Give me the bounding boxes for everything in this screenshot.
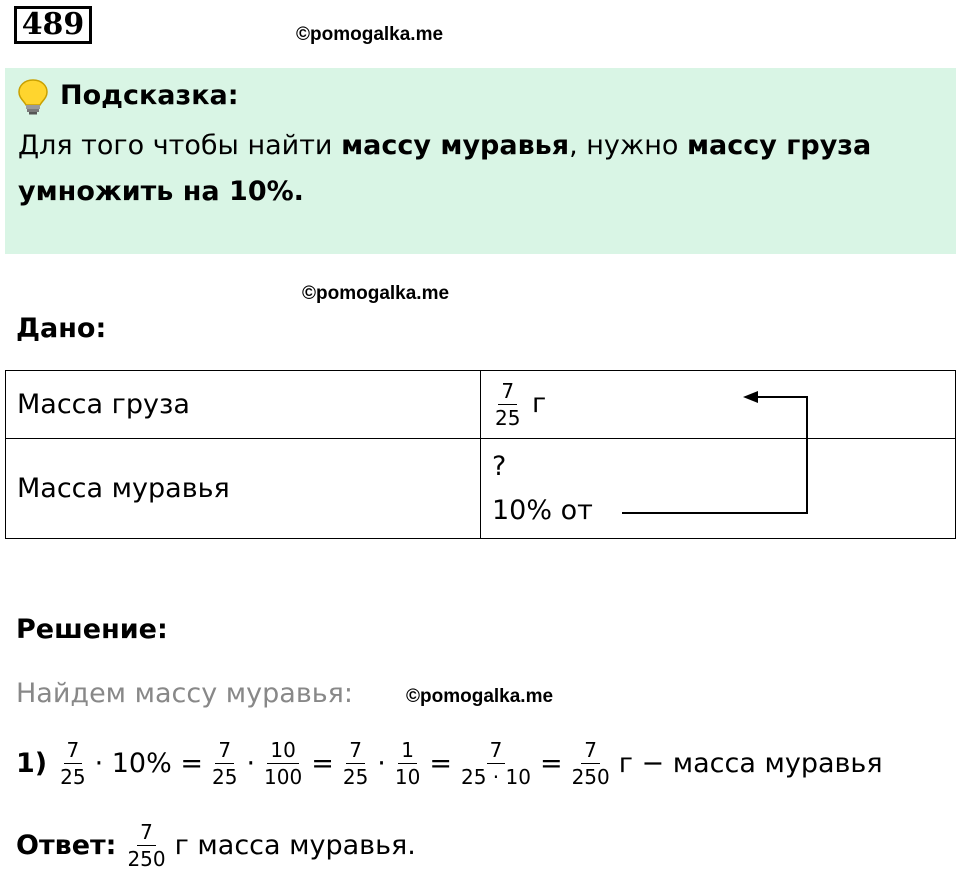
fraction: $\frac{7}{250}$ <box>571 738 610 789</box>
fraction: $\frac{7}{250}$ <box>127 820 166 871</box>
operator: · 10% = <box>94 748 203 779</box>
answer-line <box>16 822 422 869</box>
relation-label: 10% от <box>492 494 593 526</box>
fraction: $\frac{10}{100}$ <box>264 738 303 789</box>
operator: = <box>311 748 334 779</box>
operator: = <box>429 748 452 779</box>
watermark: ©pomogalka.me <box>296 24 444 45</box>
solution-heading: Решение: <box>16 614 168 645</box>
relation-arrow-icon <box>600 385 820 525</box>
unit-label: г <box>532 388 547 419</box>
hint-title: Подсказка: <box>60 80 239 111</box>
given-heading: Дано: <box>16 313 107 344</box>
fraction: $\frac{7}{25 \cdot 10}$ <box>460 738 531 789</box>
operator: · <box>377 748 386 779</box>
problem-number: 489 <box>14 6 92 44</box>
watermark: ©pomogalka.me <box>406 686 554 707</box>
fraction: $\frac{7}{25}$ <box>60 738 86 789</box>
hint-text-line-1: Для того чтобы найти массу муравья, нужно массу груза <box>18 130 872 161</box>
table-cell-label: Масса груза <box>6 371 481 439</box>
hint-text-line-2: умножить на 10%. <box>18 176 304 207</box>
answer-text: г масса муравья. <box>174 830 416 861</box>
step-label: 1) <box>16 748 48 779</box>
solution-intro: Найдем массу муравья: <box>16 678 353 709</box>
solution-step-1 <box>16 740 889 787</box>
answer-label: Ответ: <box>16 830 117 861</box>
lightbulb-icon <box>16 78 50 116</box>
fraction: $\frac{7}{25}$ <box>342 738 369 789</box>
unknown-mark: ? <box>492 450 507 482</box>
fraction: $\frac{7}{25}$ <box>495 379 521 430</box>
table-cell-label: Масса муравья <box>6 439 481 539</box>
watermark: ©pomogalka.me <box>302 283 450 304</box>
result-text: г − масса муравья <box>618 748 883 779</box>
operator: · <box>246 748 256 779</box>
fraction: $\frac{1}{10}$ <box>394 738 421 789</box>
operator: = <box>539 748 563 779</box>
fraction: $\frac{7}{25}$ <box>211 738 238 789</box>
